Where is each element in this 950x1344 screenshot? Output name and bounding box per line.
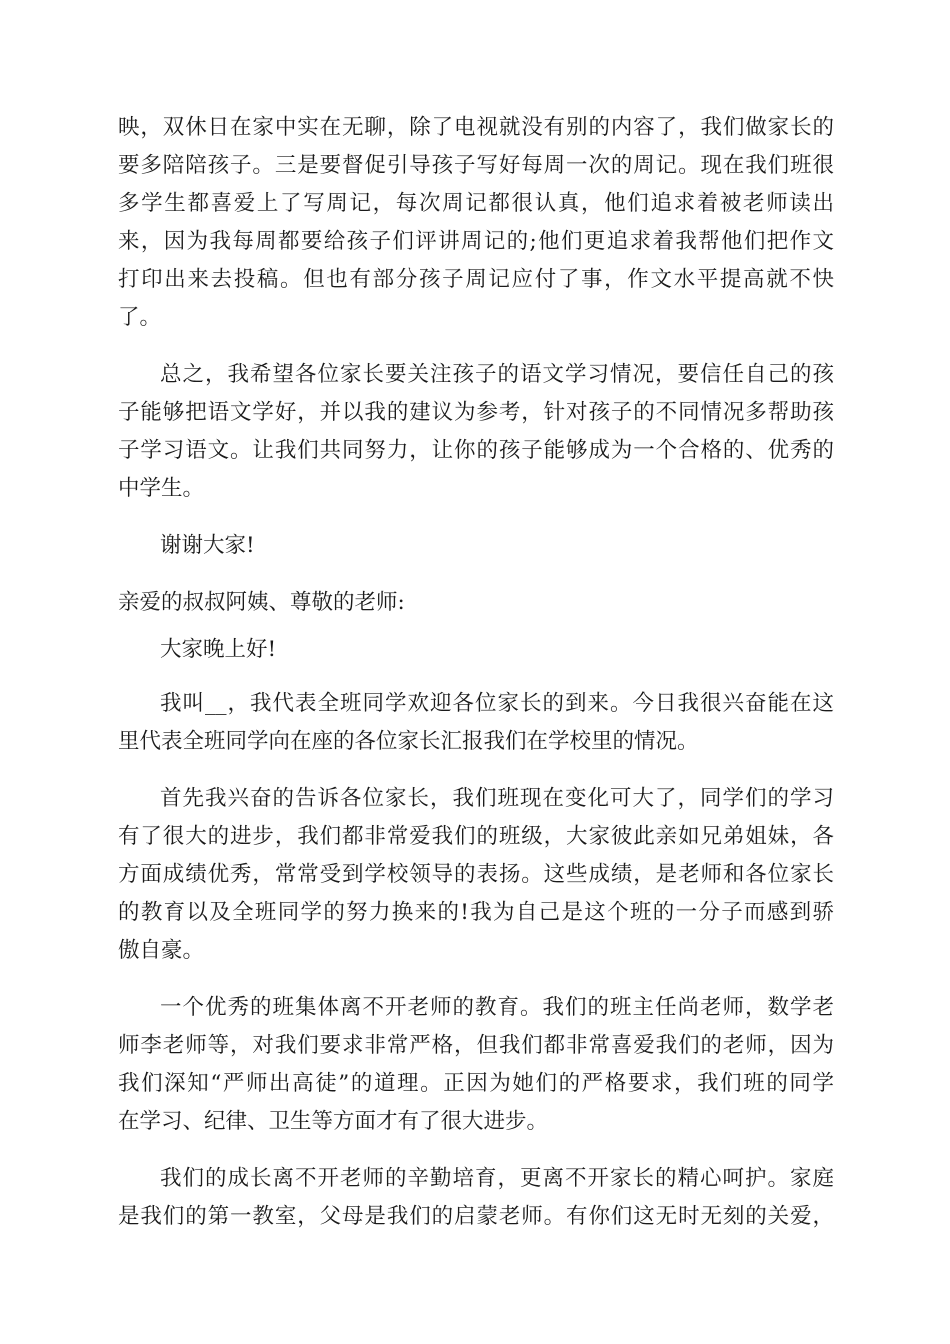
text-line: 在学习、纪律、卫生等方面才有了很大进步。 — [118, 1109, 549, 1134]
text-line: 多学生都喜爱上了写周记，每次周记都很认真，他们追求着被老师读出 — [118, 191, 834, 216]
text-line: 是我们的第一教室，父母是我们的启蒙老师。有你们这无时无刻的关爱， — [118, 1204, 834, 1229]
text-line: 我们的成长离不开老师的辛勤培育，更离不开家长的精心呵护。家庭 — [160, 1166, 834, 1191]
text-line: 我叫__，我代表全班同学欢迎各位家长的到来。今日我很兴奋能在这 — [160, 691, 834, 716]
text-line: 来，因为我每周都要给孩子们评讲周记的;他们更追求着我帮他们把作文 — [118, 229, 834, 254]
text-line: 首先我兴奋的告诉各位家长，我们班现在变化可大了，同学们的学习 — [160, 786, 834, 811]
text-line: 师李老师等，对我们要求非常严格，但我们都非常喜爱我们的老师，因为 — [118, 1033, 834, 1058]
text-line: 子能够把语文学好，并以我的建议为参考，针对孩子的不同情况多帮助孩 — [118, 400, 834, 425]
text-line: 要多陪陪孩子。三是要督促引导孩子写好每周一次的周记。现在我们班很 — [118, 153, 834, 178]
text-line: 傲自豪。 — [118, 938, 205, 963]
text-line: 映，双休日在家中实在无聊，除了电视就没有别的内容了，我们做家长的 — [118, 115, 834, 140]
text-line: 了。 — [118, 305, 162, 330]
text-line: 子学习语文。让我们共同努力，让你的孩子能够成为一个合格的、优秀的 — [118, 438, 834, 463]
text-line: 里代表全班同学向在座的各位家长汇报我们在学校里的情况。 — [118, 729, 699, 754]
text-line: 有了很大的进步，我们都非常爱我们的班级，大家彼此亲如兄弟姐妹，各 — [118, 824, 834, 849]
text-line: 打印出来去投稿。但也有部分孩子周记应付了事，作文水平提高就不快 — [118, 267, 834, 292]
text-line: 一个优秀的班集体离不开老师的教育。我们的班主任尚老师，数学老 — [160, 995, 834, 1020]
text-line: 总之，我希望各位家长要关注孩子的语文学习情况，要信任自己的孩 — [160, 362, 834, 387]
text-line: 的教育以及全班同学的努力换来的!我为自己是这个班的一分子而感到骄 — [118, 900, 834, 925]
text-line: 方面成绩优秀，常常受到学校领导的表扬。这些成绩，是老师和各位家长 — [118, 862, 834, 887]
text-line: 大家晚上好! — [160, 637, 277, 662]
text-line: 谢谢大家! — [160, 533, 255, 558]
text-line: 我们深知“严师出高徒”的道理。正因为她们的严格要求，我们班的同学 — [118, 1071, 834, 1096]
text-line: 亲爱的叔叔阿姨、尊敬的老师: — [118, 590, 405, 615]
text-line: 中学生。 — [118, 476, 205, 501]
